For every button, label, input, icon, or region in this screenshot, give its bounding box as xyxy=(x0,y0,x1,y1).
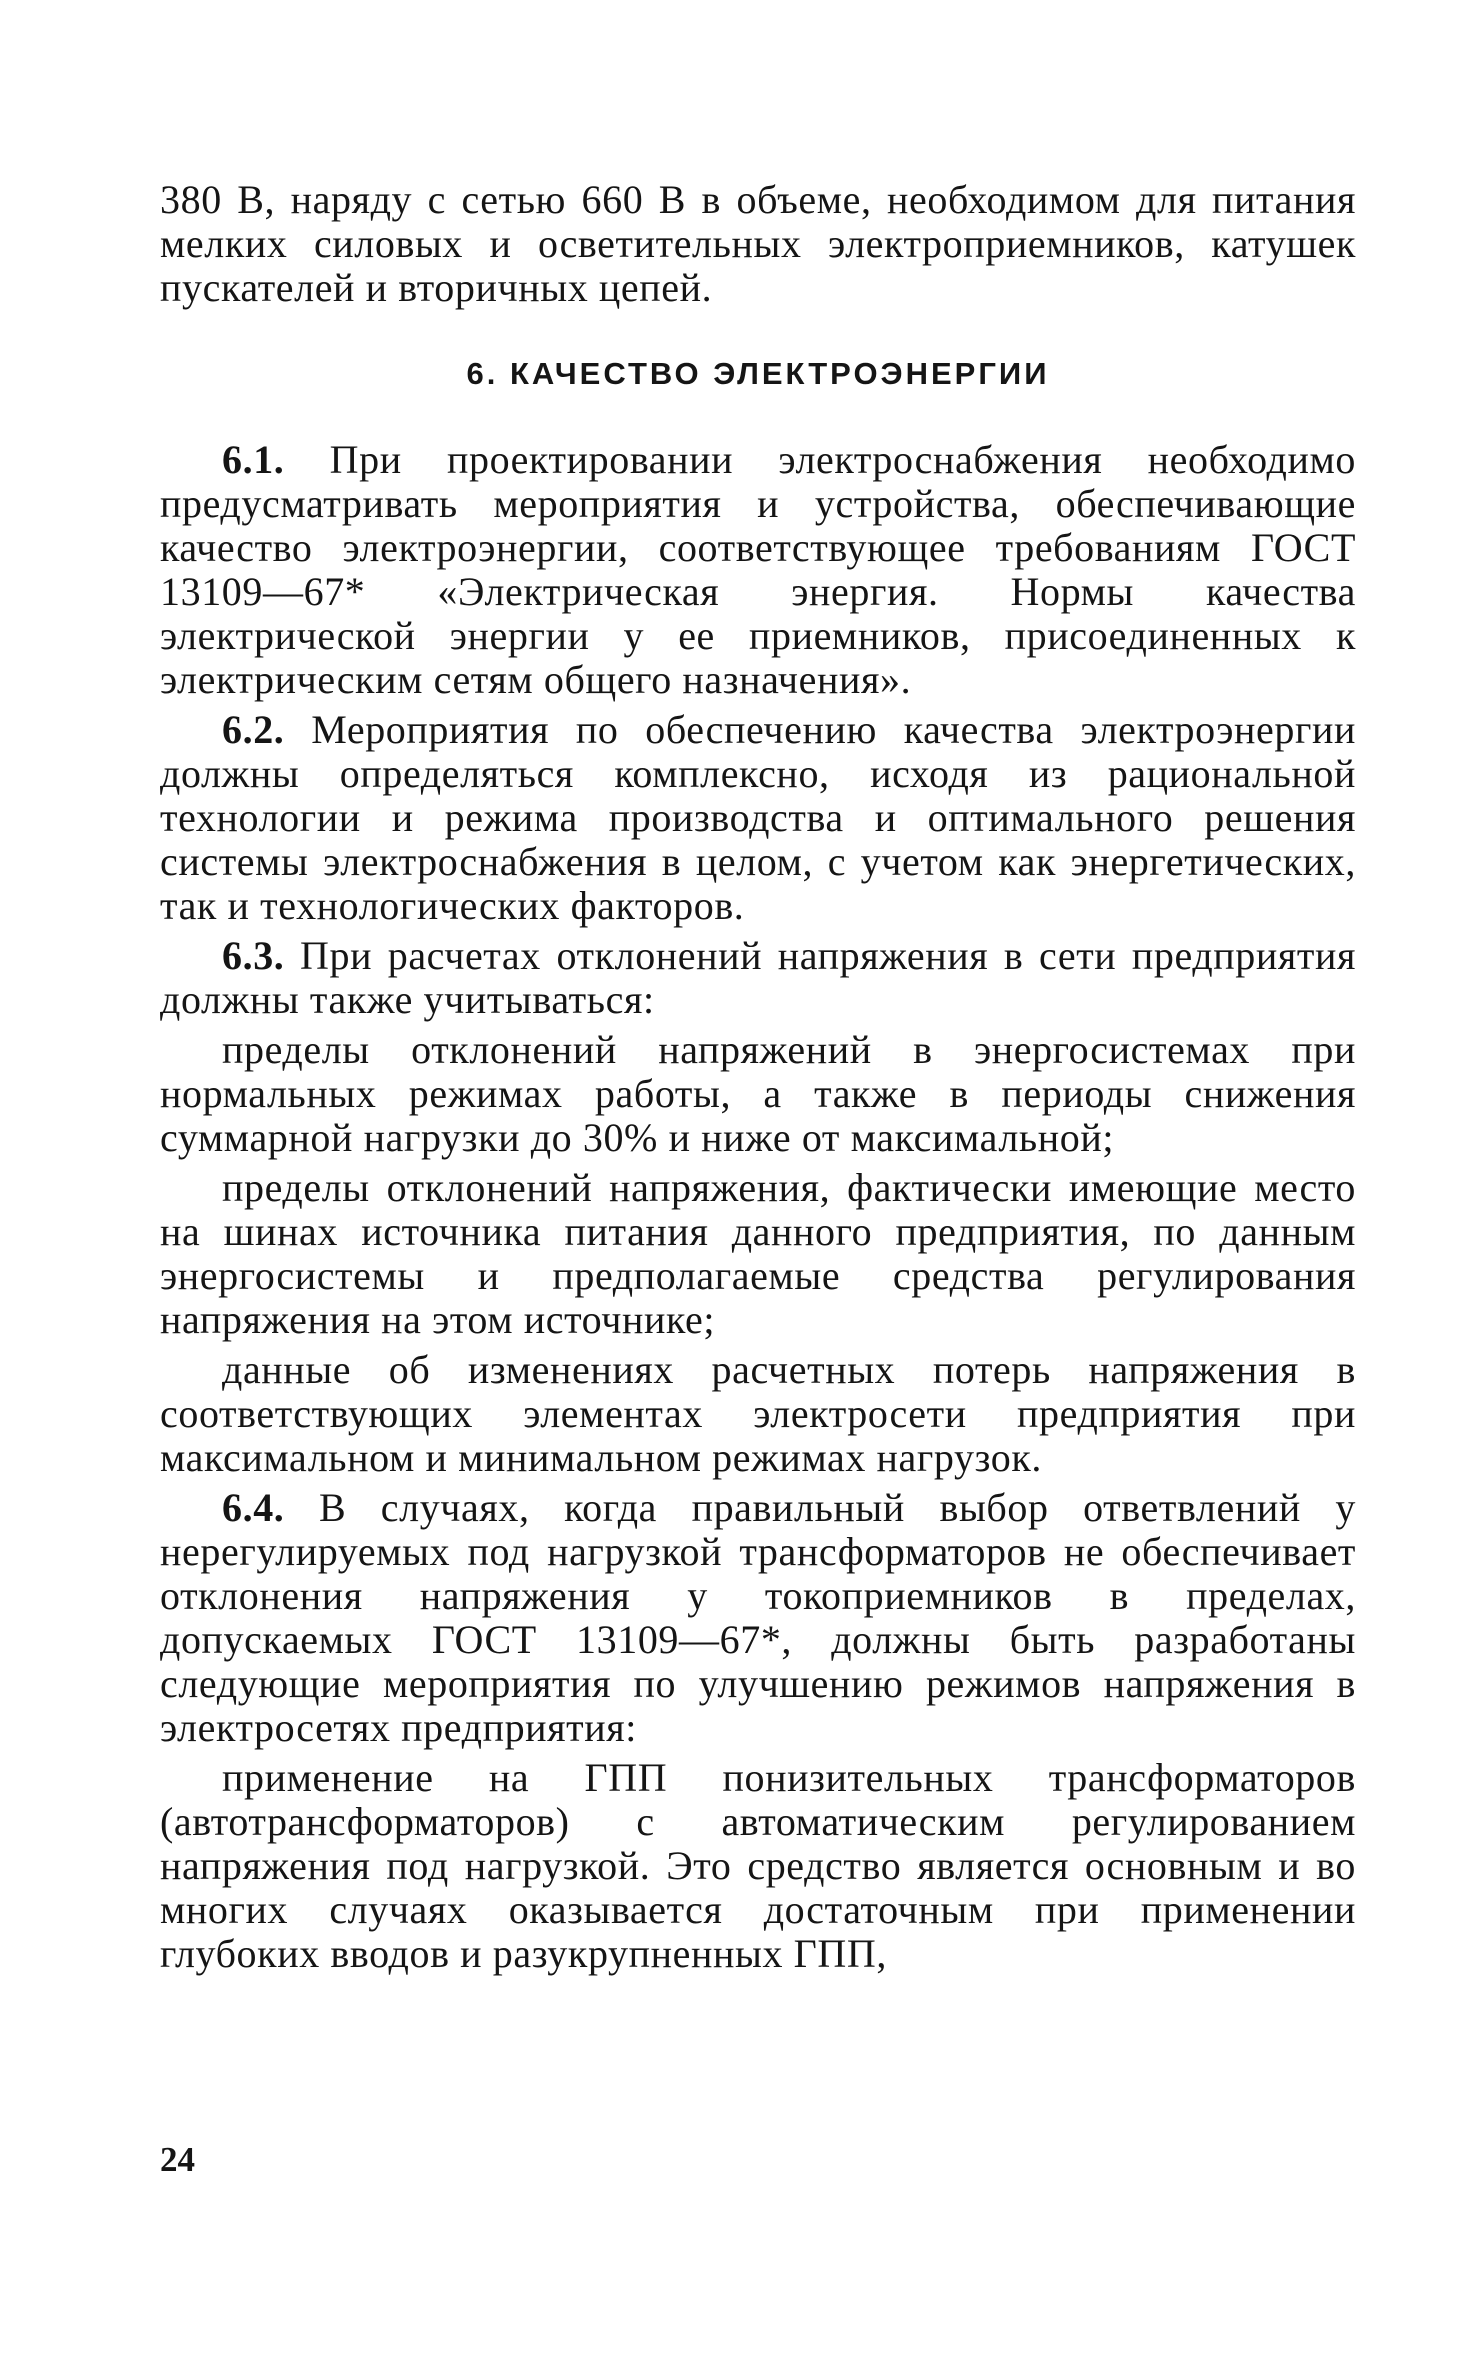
page-body xyxy=(160,178,1356,1982)
paragraph-text: При расчетах отклонений напряжения в сети предприятия должны также учитываться: xyxy=(160,933,1356,1022)
paragraph-6-4 xyxy=(160,1486,1356,1750)
paragraph-text: пределы отклонений напряжений в энергосистемах при нормальных режимах работы, а также в периоды снижения суммарной нагрузки до 30% и ниже от максимальной; xyxy=(160,1027,1356,1160)
paragraph-text: В случаях, когда правильный выбор ответвлений у нерегулируемых под нагрузкой трансформаторов не обеспечивает отклонения напряжения у токоприемников в пределах, допускаемых ГОСТ 13109—67*, должны быть разработаны следующие мероприятия по улучшению режимов напряжения в электросетях предприятия: xyxy=(160,1485,1356,1750)
paragraph-6-1 xyxy=(160,438,1356,702)
paragraph-text: Мероприятия по обеспечению качества электроэнергии должны определяться комплексно, исходя из рациональной технологии и режима производства и оптимального решения системы электроснабжения в целом, с учетом как энергетических, так и технологических факторов. xyxy=(160,707,1356,928)
list-item-voltage-limits xyxy=(160,1028,1356,1160)
page-number: 24 xyxy=(160,2140,195,2179)
intro-paragraph: 380 В, наряду с сетью 660 В в объеме, необходимом для питания мелких силовых и осветительных электроприемников, катушек пускателей и вторичных цепей. xyxy=(160,177,1356,310)
paragraph-number: 6.4. xyxy=(222,1485,285,1530)
paragraph-text: При проектировании электроснабжения необходимо предусматривать мероприятия и устройства, обеспечивающие качество электроэнергии, соответствующее требованиям ГОСТ 13109—67* «Электрическая энергия. Нормы качества электрической энергии у ее приемников, присоединенных к электрическим сетям общего назначения». xyxy=(160,437,1356,702)
list-item-actual-deviations xyxy=(160,1166,1356,1342)
paragraph-number: 6.1. xyxy=(222,437,285,482)
paragraph-text: применение на ГПП понизительных трансформаторов (автотрансформаторов) с автоматическим регулированием напряжения под нагрузкой. Это средство является основным и во многих случаях оказывается достаточным при применении глубоких вводов и разукрупненных ГПП, xyxy=(160,1755,1356,1976)
list-item-transformers xyxy=(160,1756,1356,1976)
paragraph-number: 6.3. xyxy=(222,933,285,978)
paragraph-text: пределы отклонений напряжения, фактически имеющие место на шинах источника питания данного предприятия, по данным энергосистемы и предполагаемые средства регулирования напряжения на этом источнике; xyxy=(160,1165,1356,1342)
list-item-loss-data xyxy=(160,1348,1356,1480)
paragraph-6-3 xyxy=(160,934,1356,1022)
section-heading: 6. КАЧЕСТВО ЭЛЕКТРОЭНЕРГИИ xyxy=(466,356,1050,391)
paragraph-6-2 xyxy=(160,708,1356,928)
paragraph-number: 6.2. xyxy=(222,707,285,752)
paragraph-text: данные об изменениях расчетных потерь напряжения в соответствующих элементах электросети предприятия при максимальном и минимальном режимах нагрузок. xyxy=(160,1347,1356,1480)
